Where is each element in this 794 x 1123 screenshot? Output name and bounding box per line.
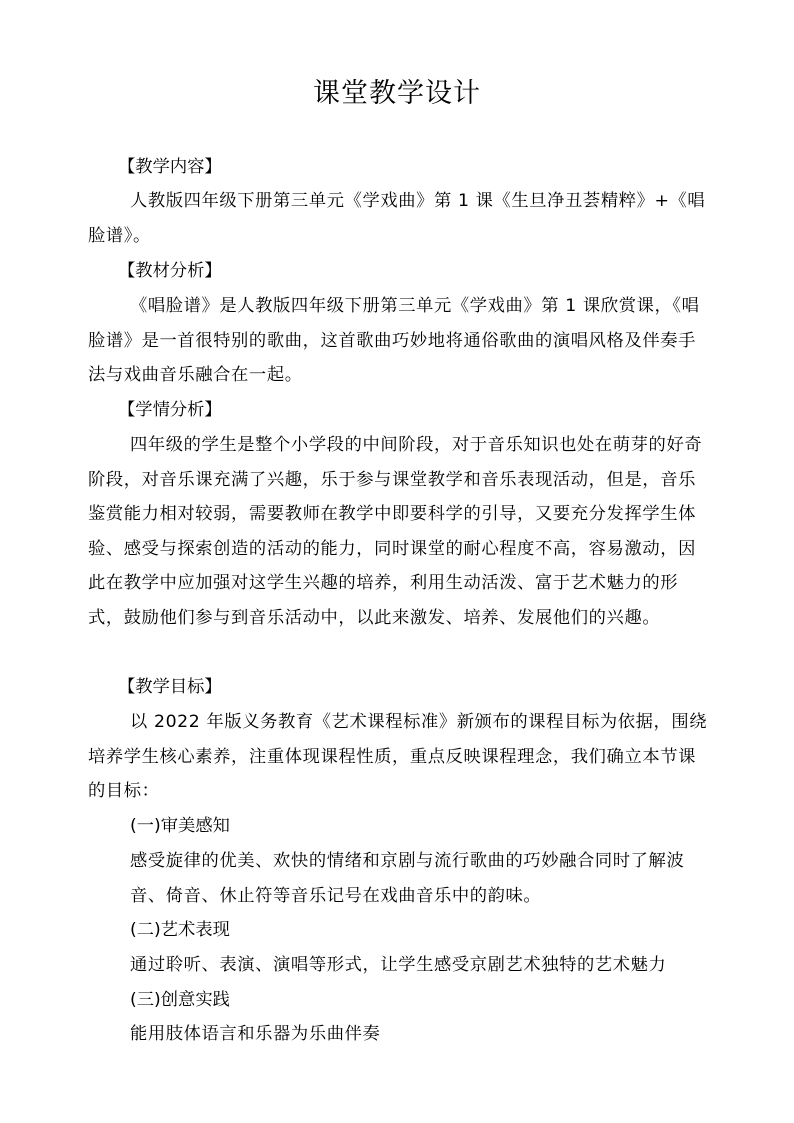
goal-text-2: 通过聆听、表演、演唱等形式，让学生感受京剧艺术独特的艺术魅力 (130, 955, 667, 975)
goal-label-2: (二)艺术表现 (130, 920, 230, 940)
goal-text-1: 感受旋律的优美、欢快的情绪和京剧与流行歌曲的巧妙融合同时了解波音、倚音、休止符等音乐记号在戏曲音乐中的韵味。 (130, 851, 685, 906)
section-text-goals: 以 2022 年版义务教育《艺术课程标准》新颁布的课程目标为依据，围绕培养学生核心素养，注重体现课程性质，重点反映课程理念，我们确立本节课的目标： (88, 712, 708, 802)
section-text-material: 《唱脸谱》是人教版四年级下册第三单元《学戏曲》第 1 课欣赏课，《唱脸谱》是一首很特别的歌曲，这首歌曲巧妙地将通俗歌曲的演唱风格及伴奏手法与戏曲音乐融合在一起。 (88, 296, 700, 386)
page-title: 课堂教学设计 (313, 78, 481, 109)
goal-text-3: 能用肢体语言和乐器为乐曲伴奏 (130, 1024, 381, 1044)
section-text-students: 四年级的学生是整个小学段的中间阶段，对于音乐知识也处在萌芽的好奇阶段，对音乐课充满了兴趣，乐于参与课堂教学和音乐表现活动，但是，音乐鉴赏能力相对较弱，需要教师在教学中即要科学的引导，又要充分发挥学生体验、感受与探索创造的活动的能力，同时课堂的耐心程度不高，容易激动，因此在教学中应加强对这学生兴趣的培养，利用生动活泼、富于艺术魅力的形式，鼓励他们参与到音乐活动中，以此来激发、培养、发展他们的兴趣。 (88, 435, 703, 628)
section-heading-students: 【学情分析】 (118, 400, 222, 420)
section-heading-content: 【教学内容】 (118, 157, 222, 177)
goal-label-3: (三)创意实践 (130, 990, 230, 1010)
section-heading-goals: 【教学目标】 (118, 677, 222, 697)
goal-label-1: (一)审美感知 (130, 816, 230, 836)
section-text-content: 人教版四年级下册第三单元《学戏曲》第 1 课《生旦净丑荟精粹》+《唱脸谱》。 (88, 191, 706, 246)
section-heading-material: 【教材分析】 (118, 261, 222, 281)
